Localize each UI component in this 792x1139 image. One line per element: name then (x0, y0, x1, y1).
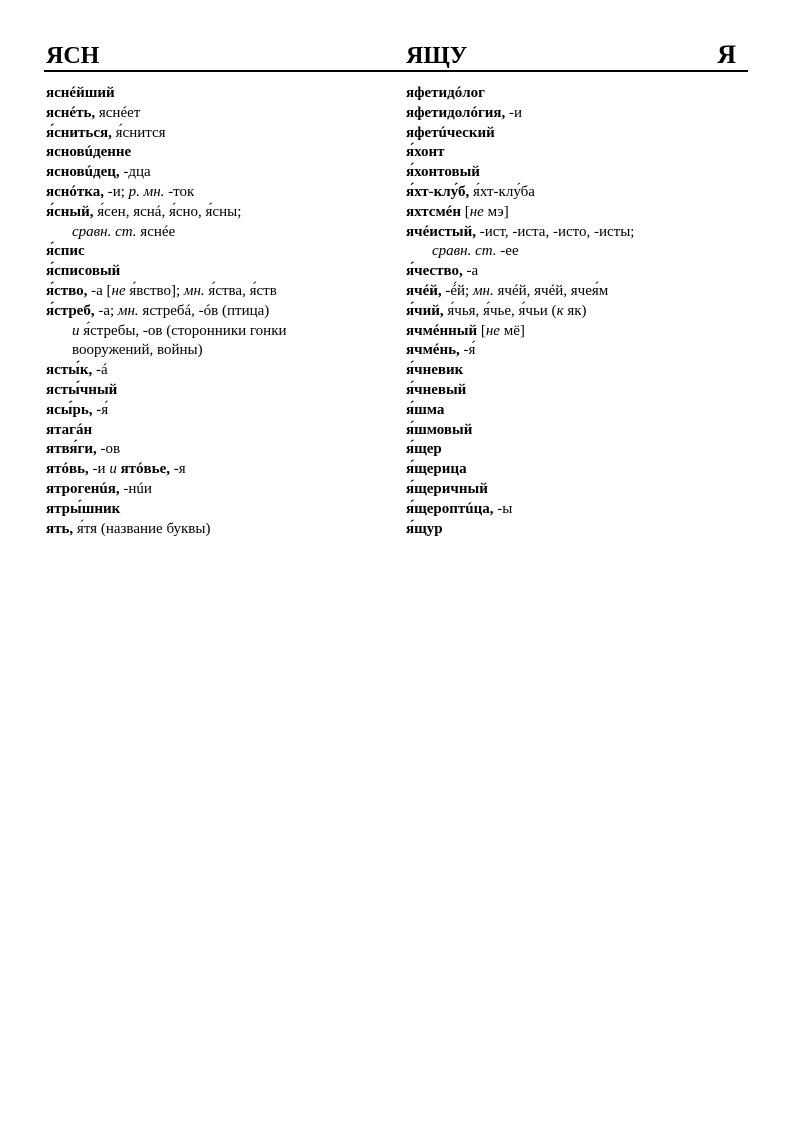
entry-text: я́стребы, -ов (сторонники гонки (79, 322, 287, 339)
dictionary-entry-line (406, 124, 748, 144)
dictionary-entry-line (46, 84, 389, 104)
headword: ячмéнный (406, 322, 478, 339)
headword: я́сный, (46, 203, 94, 220)
grammar-note: сравн. ст. (72, 223, 137, 240)
headword: яфетидóлог (406, 85, 485, 101)
headword: я́сниться, (46, 124, 112, 141)
headword: я́щеричный (406, 480, 488, 497)
entry-text: [ (460, 203, 470, 220)
page-header (44, 38, 748, 72)
dictionary-entry-line (406, 520, 748, 540)
headword: ятвя́ги, (46, 441, 97, 458)
headword: я́чневик (406, 362, 464, 379)
dictionary-entry-line (406, 104, 748, 124)
dictionary-entry-line (46, 183, 389, 203)
entry-text: мэ] (483, 203, 509, 220)
entry-text: яснéе (136, 223, 176, 240)
dictionary-entry-line (406, 460, 748, 480)
entry-text: я́чья, я́чье, я́чьи ( (443, 302, 557, 319)
grammar-note: и (109, 461, 117, 478)
headword: я́хонт (406, 144, 445, 161)
dictionary-entry-line (406, 322, 748, 342)
entry-text: я́хт-клу́ба (469, 183, 535, 200)
entry-text: -é́й; (441, 282, 473, 299)
headword: я́шмовый (406, 421, 473, 438)
grammar-note: не (485, 322, 500, 339)
headword: ять, (46, 520, 74, 537)
dictionary-entry-line (406, 163, 748, 183)
entry-text: -ы (493, 500, 513, 517)
entry-text: я́тя (название буквы) (73, 520, 211, 537)
dictionary-entry-line (406, 341, 748, 361)
entry-text: -нúи (119, 480, 152, 497)
headword: я́чневый (406, 381, 467, 398)
dictionary-entry-line (46, 143, 389, 163)
header-right-guideword: ЯЩУ (406, 43, 468, 69)
headword: я́стреб, (46, 302, 95, 319)
dictionary-entry-line (46, 500, 389, 520)
entry-text: [ (477, 322, 486, 339)
entry-text: -ов (96, 441, 121, 458)
grammar-note: не (469, 203, 484, 220)
dictionary-entry-line (406, 381, 748, 401)
headword: ясновúденне (46, 144, 132, 161)
entry-text: -ток (164, 183, 195, 200)
left-column (46, 84, 389, 539)
grammar-note: мн. (183, 282, 205, 299)
grammar-note: мн. (472, 282, 494, 299)
headword: я́щерица (406, 461, 467, 478)
dictionary-entry-line (46, 401, 389, 421)
headword: я́хт-клу́б, (406, 183, 470, 200)
headword: я́списовый (46, 263, 121, 280)
headword: яхтсмéн (406, 203, 461, 220)
headword: я́ство, (46, 282, 88, 299)
dictionary-entry-line (406, 500, 748, 520)
entry-text: -я́ (92, 401, 109, 418)
entry-text: я́снится (111, 124, 166, 141)
dictionary-entry-line (46, 322, 389, 342)
grammar-note: не (111, 282, 126, 299)
entry-text: -ее (496, 243, 519, 260)
headword: ясы́рь, (46, 401, 93, 418)
entry-text: -я (170, 461, 186, 478)
entry-text: -и (88, 461, 110, 478)
dictionary-entry-line (46, 341, 389, 361)
entry-text: -á (92, 362, 108, 379)
grammar-note: к (556, 302, 564, 319)
dictionary-entry-line (406, 440, 748, 460)
headword: ятрогенúя, (46, 480, 120, 497)
dictionary-entry-line (46, 421, 389, 441)
entry-text: -а; (94, 302, 118, 319)
grammar-note: р. мн. (128, 183, 165, 200)
dictionary-entry-line (46, 302, 389, 322)
entry-text: -и (505, 104, 523, 121)
headword: ятры́шник (46, 500, 121, 517)
dictionary-entry-line (46, 381, 389, 401)
headword: ятагáн (46, 421, 93, 438)
headword: ячмéнь, (406, 342, 460, 359)
entry-text: я́ства, я́ств (204, 282, 277, 299)
header-section-letter: Я (717, 40, 736, 69)
headword: я́чий, (406, 302, 444, 319)
grammar-note: и (72, 322, 80, 339)
headword: яфетидолóгия, (406, 104, 506, 121)
dictionary-entry-line (406, 302, 748, 322)
headword: я́хонтовый (406, 164, 480, 181)
headword: я́щер (406, 441, 442, 458)
headword: яснéйший (46, 85, 115, 101)
dictionary-entry-line (406, 262, 748, 282)
entry-text: -я́ (459, 342, 476, 359)
dictionary-entry-line (46, 124, 389, 144)
entry-text: мё] (499, 322, 525, 339)
dictionary-entry-line (406, 282, 748, 302)
header-left-guideword: ЯСН (46, 43, 100, 69)
dictionary-entry-line (46, 104, 389, 124)
grammar-note: мн. (117, 302, 139, 319)
dictionary-entry-line (46, 361, 389, 381)
dictionary-entry-line (46, 440, 389, 460)
headword: я́шма (406, 401, 445, 418)
dictionary-entry-line (406, 84, 748, 104)
headword: ясновúдец, (46, 164, 120, 181)
entry-text: яснéет (95, 104, 141, 121)
dictionary-entry-line (406, 401, 748, 421)
entry-text: -ист, -иста, -исто, -исты; (476, 223, 635, 240)
headword: яфетúческий (406, 124, 495, 141)
headword: я́спис (46, 243, 85, 260)
dictionary-entry-line (46, 480, 389, 500)
entry-text: ястребá, -óв (птица) (138, 302, 270, 319)
entry-text: -и; (103, 183, 129, 200)
dictionary-entry-line (46, 520, 389, 540)
headword: ятóвье, (116, 461, 170, 478)
dictionary-entry-line (46, 203, 389, 223)
headword: я́щероптúца, (406, 500, 494, 517)
dictionary-entry-line (46, 262, 389, 282)
dictionary-entry-line (406, 183, 748, 203)
dictionary-entry-line (46, 242, 389, 262)
headword: яснóтка, (46, 183, 104, 200)
dictionary-entry-line (406, 361, 748, 381)
dictionary-entry-line (46, 282, 389, 302)
entry-text: ячéй, ячéй, ячея́м (493, 282, 609, 299)
dictionary-entry-line (406, 223, 748, 243)
headword: ячéистый, (406, 223, 477, 240)
entry-text: -дца (119, 164, 151, 181)
entry-text: -а (462, 263, 479, 280)
dictionary-entry-line (406, 480, 748, 500)
headword: ячéй, (406, 282, 442, 299)
dictionary-entry-line (46, 460, 389, 480)
entry-text: я́сен, яснá, я́сно, я́сны; (93, 203, 242, 220)
entry-text: я́вство]; (125, 282, 184, 299)
headword: я́щур (406, 520, 443, 537)
headword: яснéть, (46, 104, 96, 121)
grammar-note: сравн. ст. (432, 243, 497, 260)
dictionary-entry-line (406, 203, 748, 223)
headword: я́чество, (406, 263, 463, 280)
dictionary-entry-line (46, 223, 389, 243)
headword: ятóвь, (46, 461, 89, 478)
headword: ясты́чный (46, 381, 118, 398)
dictionary-entry-line (406, 421, 748, 441)
dictionary-entry-line (406, 143, 748, 163)
dictionary-entry-line (46, 163, 389, 183)
entry-text: як) (563, 302, 587, 319)
entry-text: вооружений, войны) (72, 342, 203, 359)
entry-text: -а [ (87, 282, 112, 299)
right-column (406, 84, 748, 539)
headword: ясты́к, (46, 362, 93, 379)
dictionary-entry-line (406, 242, 748, 262)
